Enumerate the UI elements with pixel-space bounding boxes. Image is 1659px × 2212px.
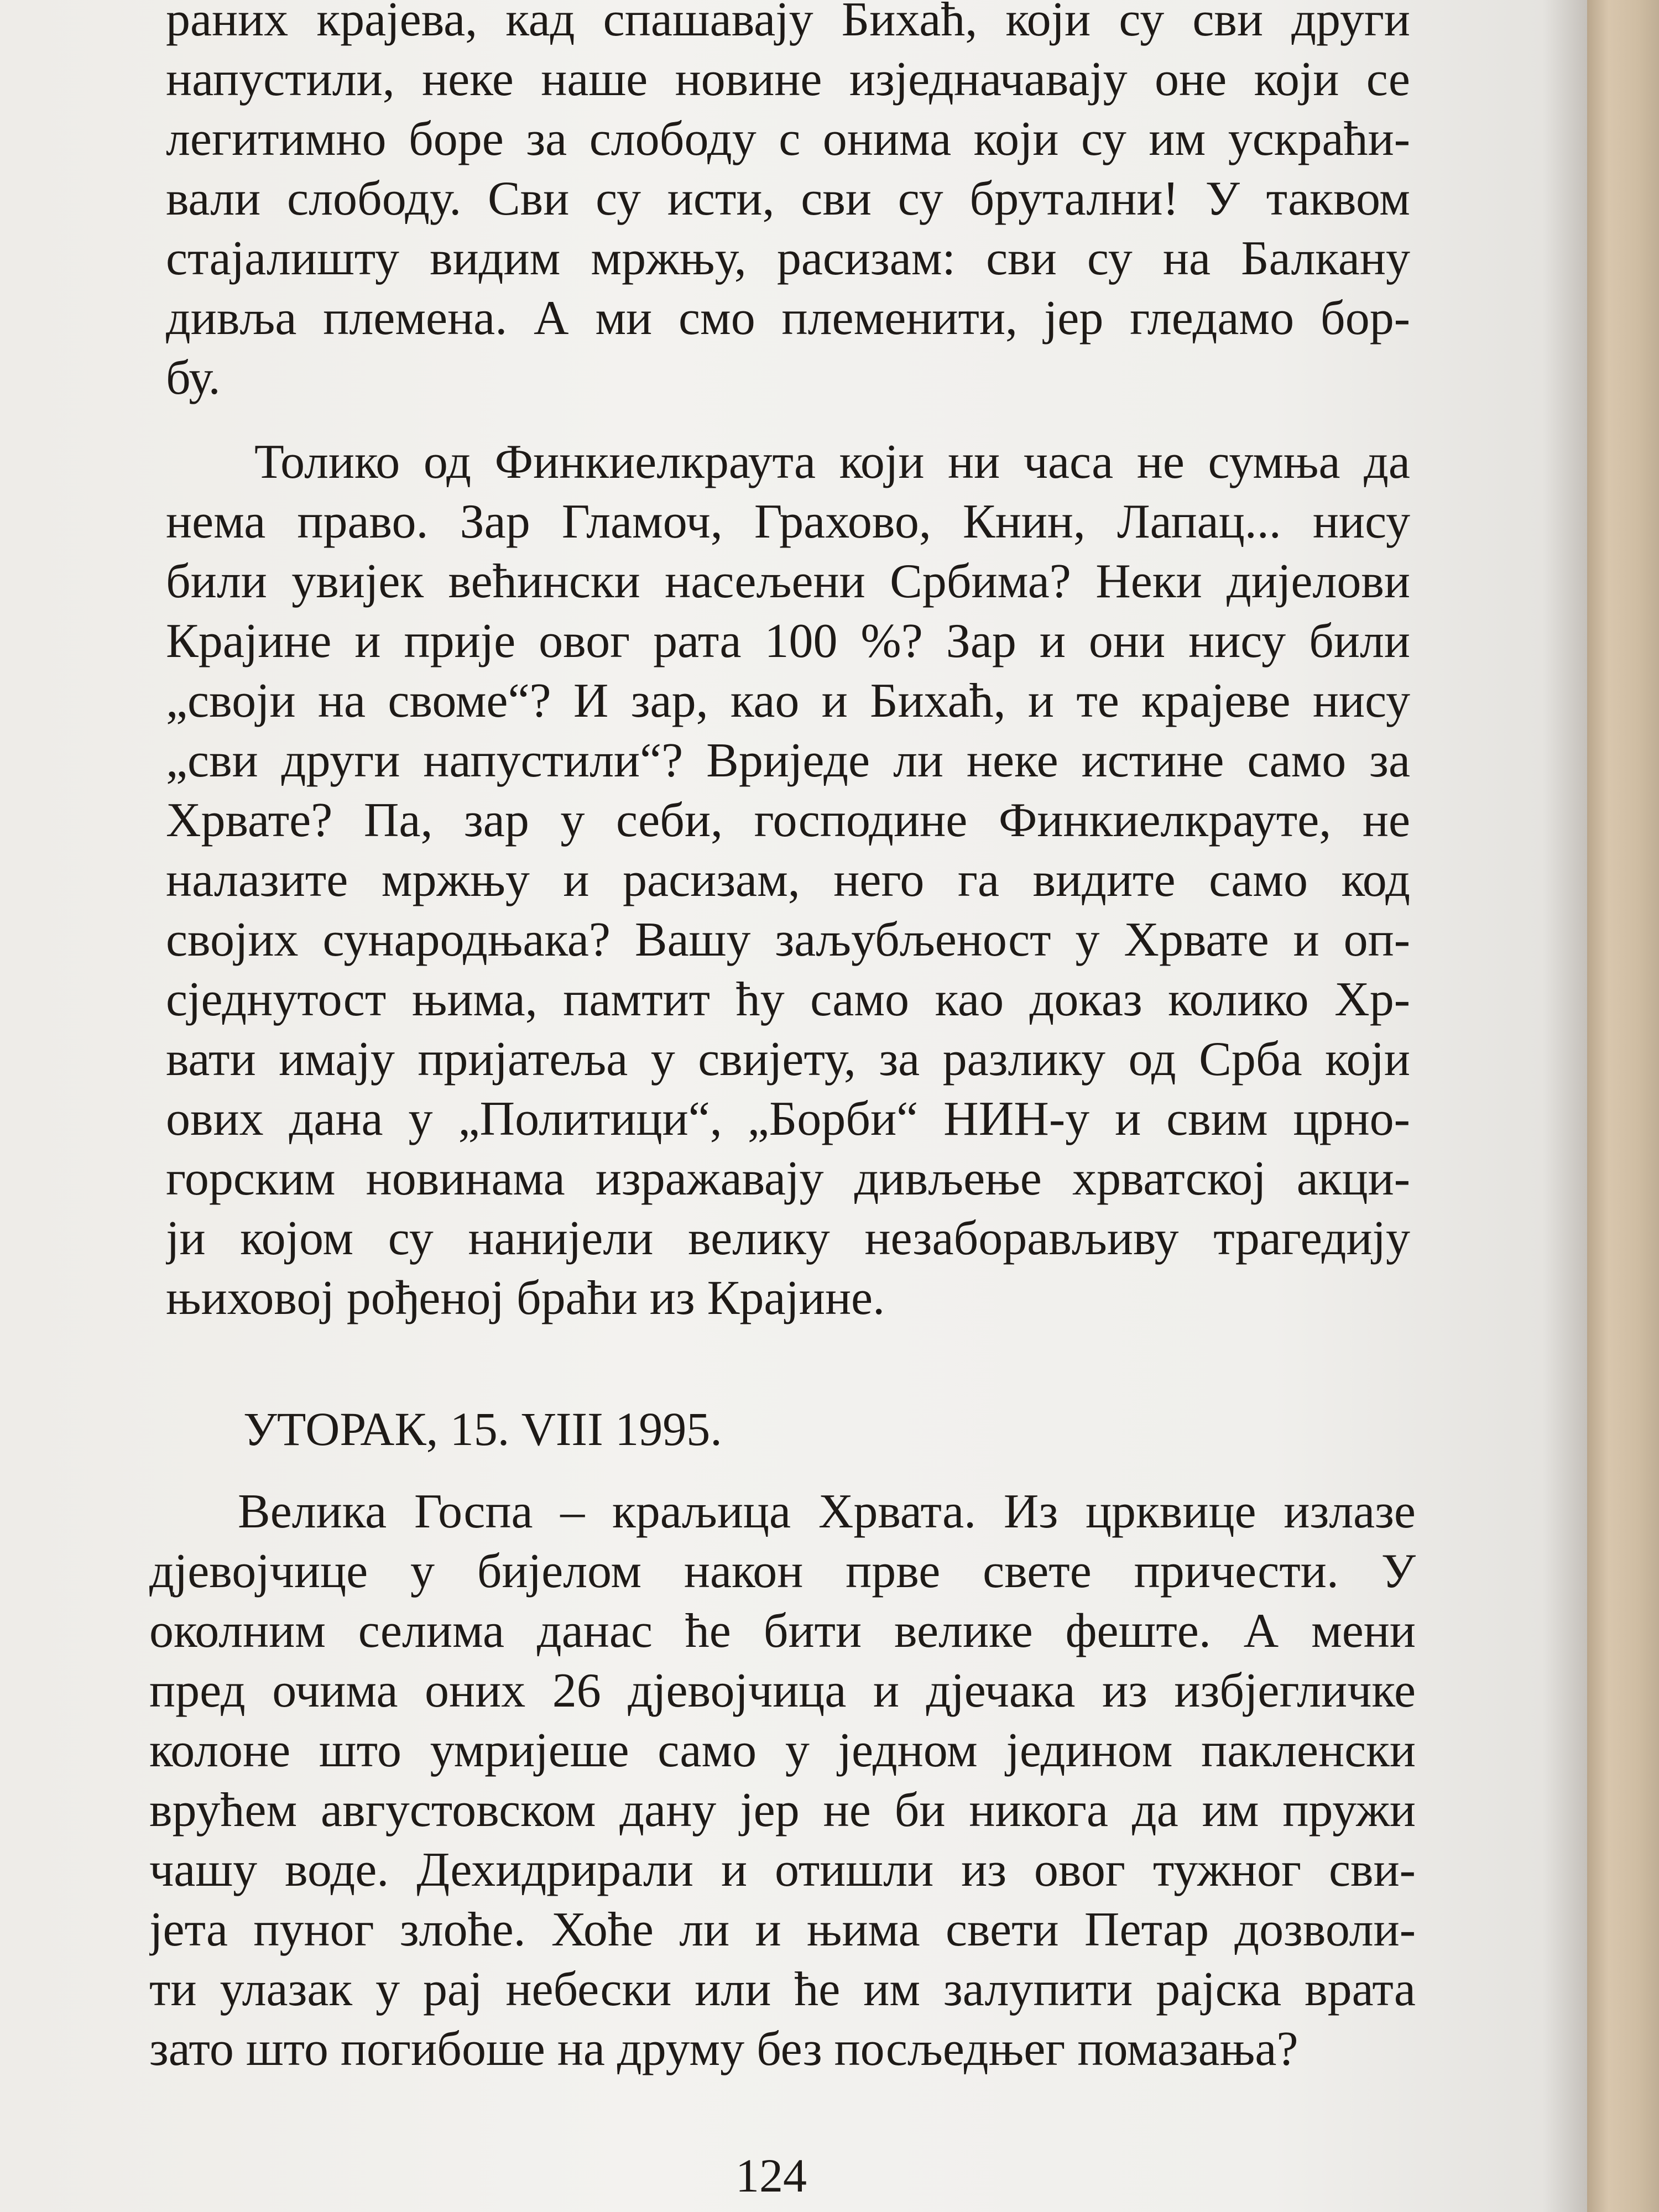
text-line: легитимно боре за слободу с онима који су им ускраћи- <box>166 112 1410 166</box>
text-line: налазите мржњу и расизам, него га видите само код <box>166 853 1410 907</box>
text-line: напустили, неке наше новине изједначавају оне који се <box>166 53 1410 106</box>
text-line: сједнутост њима, памтит ћу само као доказ колико Хр- <box>166 973 1410 1026</box>
text-line: Велика Госпа – краљица Хрвата. Из црквице излазе <box>238 1485 1416 1538</box>
text-line: својих сународњака? Вашу заљубљеност у Хрвате и оп- <box>166 913 1410 967</box>
text-line: „своји на своме“? И зар, као и Бихаћ, и те крајеве нису <box>166 674 1410 728</box>
text-line: њиховој рођеној браћи из Крајине. <box>166 1271 885 1325</box>
text-line: нема право. Зар Гламоч, Грахово, Книн, Лапац... нису <box>166 495 1410 549</box>
text-line: бу. <box>166 351 221 405</box>
text-line: вали слободу. Сви су исти, сви су брутални! У таквом <box>166 172 1410 226</box>
text-line: раних крајева, кад спашавају Бихаћ, који су сви други <box>166 0 1410 46</box>
paragraph-2 <box>166 432 1410 1328</box>
text-line: јета пуног злоће. Хоће ли и њима свети Петар дозволи- <box>149 1903 1416 1957</box>
text-line: врућем августовском дану јер не би никога да им пружи <box>149 1783 1416 1837</box>
text-line: „сви други напустили“? Вриједе ли неке истине само за <box>166 734 1410 787</box>
text-line: Хрвате? Па, зар у себи, господине Финкиелкрауте, не <box>166 794 1410 847</box>
page-edge-shadow <box>1543 0 1587 2212</box>
text-line: дјевојчице у бијелом након прве свете причести. У <box>149 1545 1416 1598</box>
paragraph-1 <box>166 0 1410 408</box>
text-line: ти улазак у рај небески или ће им залупити рајска врата <box>149 1963 1416 2016</box>
diary-date-heading: УТОРАК, 15. VIII 1995. <box>243 1402 722 1455</box>
text-line: стајалишту видим мржњу, расизам: сви су на Балкану <box>166 232 1410 285</box>
text-line: ји којом су нанијели велику незаборављиву трагедију <box>166 1212 1410 1265</box>
paragraph-3 <box>149 1482 1416 2079</box>
text-line: Крајине и прије овог рата 100 %? Зар и они нису били <box>166 614 1410 668</box>
text-line: ових дана у „Политици“, „Борби“ НИН-у и свим црно- <box>166 1092 1410 1146</box>
text-line: Толико од Финкиелкраута који ни часа не сумња да <box>254 435 1410 489</box>
text-line: чашу воде. Дехидрирали и отишли из овог тужног сви- <box>149 1843 1416 1897</box>
text-line: дивља племена. А ми смо племенити, јер гледамо бор- <box>166 291 1410 345</box>
text-line: горским новинама изражавају дивљење хрватској акци- <box>166 1152 1410 1206</box>
page-number: 124 <box>735 2149 807 2202</box>
text-line: зато што погибоше на друму без посљедњег помазања? <box>149 2022 1298 2076</box>
text-line: били увијек већински насељени Србима? Неки дијелови <box>166 555 1410 608</box>
text-line: околним селима данас ће бити велике феште. А мени <box>149 1604 1416 1658</box>
book-cover-edge <box>1587 0 1659 2212</box>
text-line: колоне што умријеше само у једном јединoм пакленски <box>149 1724 1416 1777</box>
text-line: вати имају пријатеља у свијету, за разлику од Срба који <box>166 1032 1410 1086</box>
text-line: пред очима оних 26 дјевојчица и дјечака из избјегличке <box>149 1664 1416 1718</box>
